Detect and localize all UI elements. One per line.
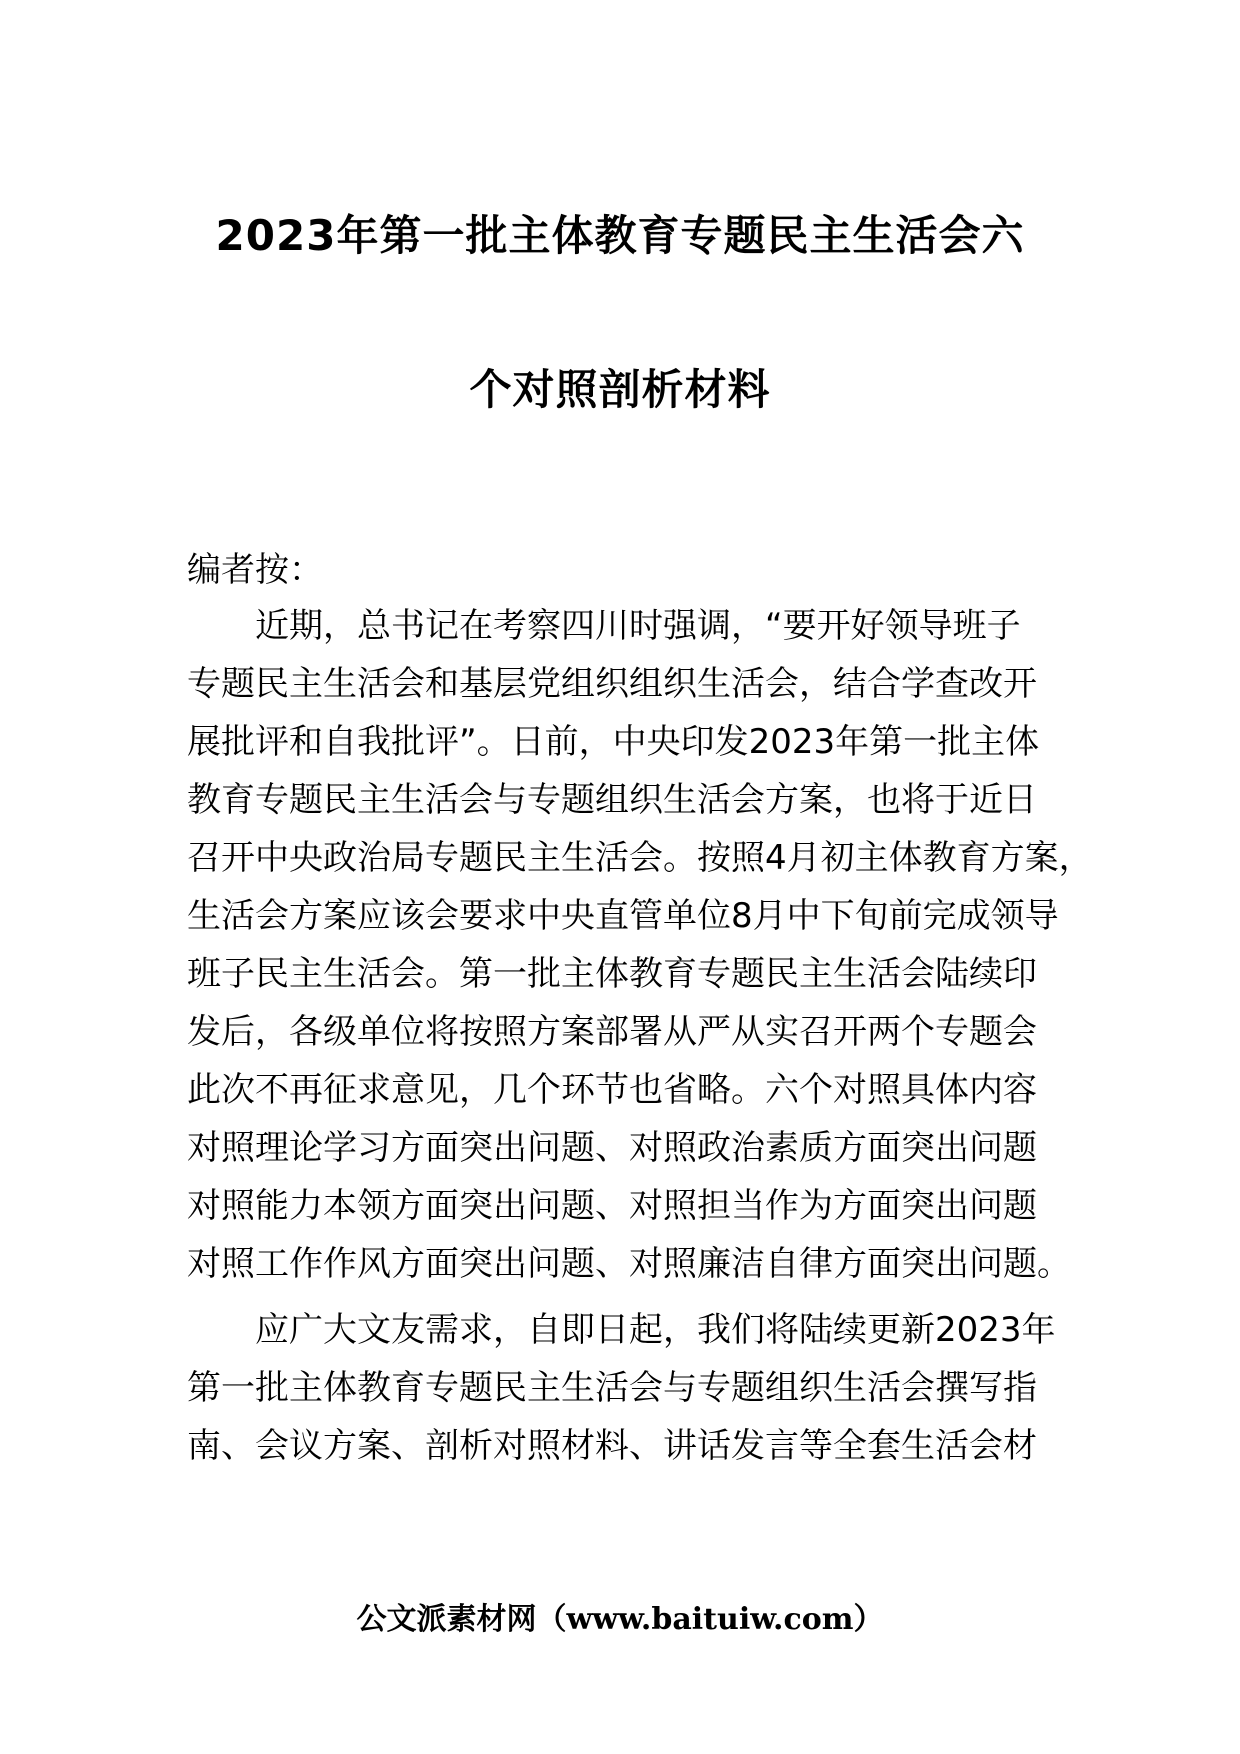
document-title-line-2: 个对照剖析材料 <box>469 365 771 414</box>
paragraph-1-line-5: 召开中央政治局专题民主生活会。按照4月初主体教育方案， <box>187 838 1093 878</box>
paragraph-1-line-11: 对照能力本领方面突出问题、对照担当作为方面突出问题 <box>187 1186 1037 1226</box>
footer-watermark: 公文派素材网（www.baituiw.com） <box>356 1602 884 1637</box>
paragraph-1-line-3: 展批评和自我批评”。日前，中央印发2023年第一批主体 <box>187 722 1040 762</box>
paragraph-2-line-1: 应广大文友需求，自即日起，我们将陆续更新2023年 <box>255 1310 1056 1350</box>
paragraph-1-line-8: 发后，各级单位将按照方案部署从严从实召开两个专题会 <box>187 1012 1037 1052</box>
paragraph-1-line-6: 生活会方案应该会要求中央直管单位8月中下旬前完成领导 <box>187 896 1059 936</box>
paragraph-1-line-7: 班子民主生活会。第一批主体教育专题民主生活会陆续印 <box>187 954 1037 994</box>
paragraph-1-line-12: 对照工作作风方面突出问题、对照廉洁自律方面突出问题。 <box>187 1244 1071 1284</box>
paragraph-1-line-2: 专题民主生活会和基层党组织组织生活会，结合学查改开 <box>187 664 1037 704</box>
paragraph-1-line-1: 近期，总书记在考察四川时强调，“要开好领导班子 <box>255 606 1021 646</box>
paragraph-2-line-3: 南、会议方案、剖析对照材料、讲话发言等全套生活会材 <box>187 1426 1037 1466</box>
paragraph-1-line-9: 此次不再征求意见，几个环节也省略。六个对照具体内容 <box>187 1070 1037 1110</box>
paragraph-1-line-10: 对照理论学习方面突出问题、对照政治素质方面突出问题 <box>187 1128 1037 1168</box>
paragraph-2-line-2: 第一批主体教育专题民主生活会与专题组织生活会撰写指 <box>187 1368 1037 1408</box>
editor-note-label: 编者按： <box>187 550 323 590</box>
paragraph-1-line-4: 教育专题民主生活会与专题组织生活会方案，也将于近日 <box>187 780 1037 820</box>
document-title-line-1: 2023年第一批主体教育专题民主生活会六 <box>215 211 1025 260</box>
